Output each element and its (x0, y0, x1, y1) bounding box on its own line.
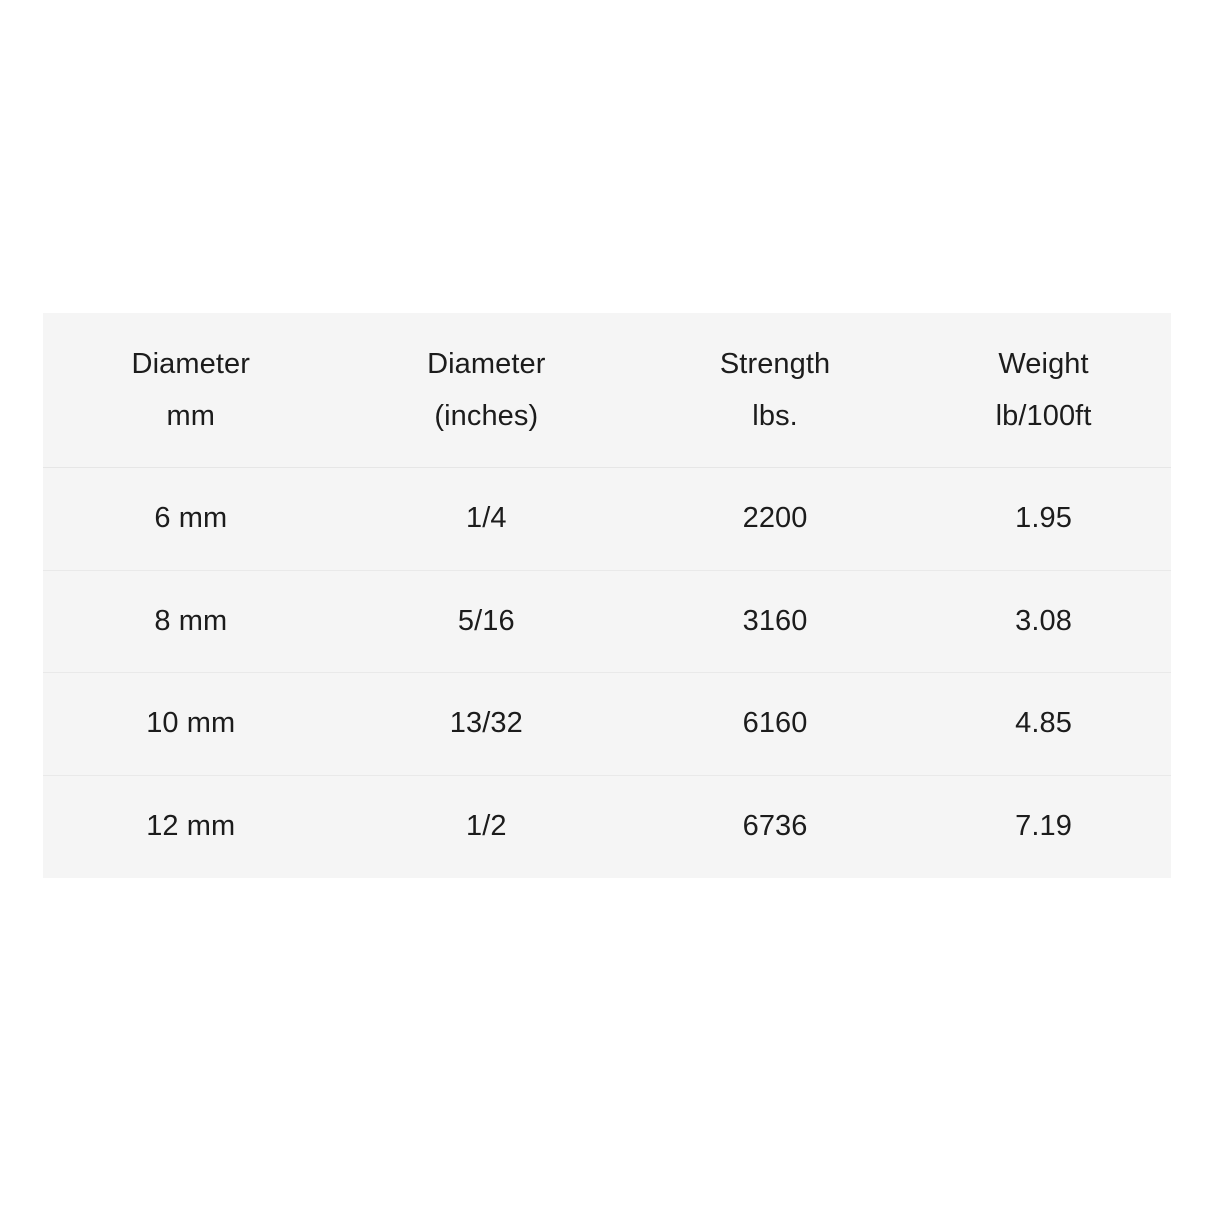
table-row (43, 776, 1171, 878)
column-header-line-2: (inches) (434, 400, 539, 433)
cell-diameter-inches: 13/32 (339, 673, 635, 776)
cell-strength: 6736 (742, 810, 808, 843)
column-header-line-1: Strength (719, 348, 831, 380)
cell-diameter-inches: 5/16 (339, 570, 635, 673)
table-row (43, 673, 1171, 776)
column-header-line-1: Diameter (427, 348, 546, 380)
cell-diameter-mm: 10 mm (43, 673, 339, 776)
table-header (43, 313, 1171, 468)
cell-diameter-inches: 1/2 (465, 810, 507, 843)
cell-weight: 7.19 (1015, 810, 1072, 843)
column-header-line-2: lb/100ft (995, 400, 1092, 433)
cell-strength: 6160 (634, 673, 916, 776)
cell-strength: 3160 (634, 570, 916, 673)
column-header-strength (634, 313, 916, 468)
table-row (43, 570, 1171, 673)
table-row (43, 468, 1171, 571)
column-header-diameter-inches (339, 313, 635, 468)
specification-table (43, 313, 1171, 878)
cell-diameter-mm: 8 mm (43, 570, 339, 673)
cell-weight: 1.95 (916, 468, 1171, 571)
cell-strength: 2200 (634, 468, 916, 571)
column-header-line-1: Diameter (131, 348, 250, 380)
column-header-line-1: Weight (998, 348, 1089, 380)
table-header-row (43, 313, 1171, 468)
cell-diameter-mm: 6 mm (43, 468, 339, 571)
cell-weight: 4.85 (916, 673, 1171, 776)
cell-diameter-inches: 1/4 (339, 468, 635, 571)
specification-table-container (43, 313, 1171, 878)
table-body (43, 468, 1171, 878)
cell-weight: 3.08 (916, 570, 1171, 673)
cell-diameter-mm: 12 mm (146, 810, 236, 843)
column-header-line-2: mm (166, 400, 216, 433)
column-header-diameter-mm (43, 313, 339, 468)
column-header-line-2: lbs. (752, 400, 798, 433)
column-header-weight (916, 313, 1171, 468)
